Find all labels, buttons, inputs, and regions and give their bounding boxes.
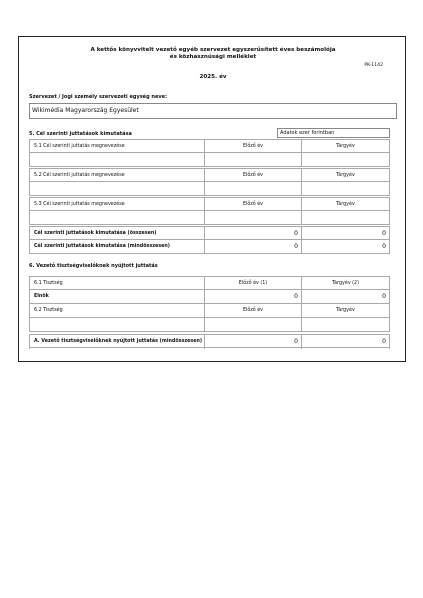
block-5-2-values <box>29 182 390 196</box>
section5-total-label: Cél szerinti juttatások kimutatása (összesen) <box>29 227 205 241</box>
block-5-3-prev-header: Előző év <box>205 198 302 212</box>
block-5-3-header <box>29 197 390 211</box>
block-5-2-prev-input[interactable] <box>205 182 302 196</box>
s6-elnok-label: Elnök <box>29 290 205 304</box>
section5-grand-label: Cél szerinti juttatások kimutatása (mindösszesen) <box>29 240 205 254</box>
block-5-1-header <box>29 139 390 153</box>
section5-grand-curr: 0 <box>302 240 390 254</box>
s6-r2-header <box>29 304 390 318</box>
s6-elnok-prev[interactable]: 0 <box>205 290 302 304</box>
form-title-line2: és közhasznúsági melléklet <box>169 54 257 60</box>
s6-r2-curr-header: Tárgyév <box>302 304 390 318</box>
s6-r2-label: 6.2 Tisztség <box>29 304 205 318</box>
form-code: PK-1142 <box>364 63 383 68</box>
s6-elnok-row <box>29 290 390 304</box>
block-5-3-values <box>29 211 390 225</box>
block-5-1-prev-input[interactable] <box>205 153 302 167</box>
s6-total-curr: 0 <box>302 335 390 349</box>
block-5-2-label: 5.2 Cél szerinti juttatás megnevezése <box>29 169 205 183</box>
block-5-1-values <box>29 153 390 167</box>
org-name-field[interactable] <box>29 103 397 119</box>
org-name: Wikimédia Magyarország Egyesület <box>32 107 139 114</box>
currency-note: Adatok ezer forintban <box>280 130 335 136</box>
block-5-2-curr-header: Tárgyév <box>302 169 390 183</box>
block-5-1-prev-header: Előző év <box>205 140 302 154</box>
currency-note-box <box>277 128 390 138</box>
form-title-line1: A kettős könyvvitelt vezető egyéb szervezet egyszerűsített éves beszámolója <box>90 47 336 53</box>
block-5-3-curr-input[interactable] <box>302 211 390 225</box>
s6-r2-values <box>29 318 390 332</box>
s6-r1-header <box>29 276 390 290</box>
block-5-3-curr-header: Tárgyév <box>302 198 390 212</box>
block-5-1-curr-header: Tárgyév <box>302 140 390 154</box>
block-5-3-name-input[interactable] <box>29 211 205 225</box>
block-5-3-prev-input[interactable] <box>205 211 302 225</box>
section6-title: 6. Vezető tisztségviselőknek nyújtott juttatás <box>29 263 158 269</box>
s6-r2-curr-input[interactable] <box>302 318 390 332</box>
section5-total-prev: 0 <box>205 227 302 241</box>
s6-total-label: A. Vezető tisztségviselőknek nyújtott juttatás (mindösszesen) <box>29 335 205 349</box>
section5-total-row <box>29 226 390 240</box>
s6-total-row <box>29 334 390 348</box>
block-5-2-prev-header: Előző év <box>205 169 302 183</box>
form-frame <box>18 36 406 362</box>
s6-elnok-curr[interactable]: 0 <box>302 290 390 304</box>
block-5-1-label: 5.1 Cél szerinti juttatás megnevezése <box>29 140 205 154</box>
s6-r1-label: 6.1 Tisztség <box>29 277 205 291</box>
form-year: 2025. év <box>199 74 227 80</box>
block-5-2-header <box>29 168 390 182</box>
s6-r2-prev-header: Előző év <box>205 304 302 318</box>
block-5-2-curr-input[interactable] <box>302 182 390 196</box>
block-5-2-name-input[interactable] <box>29 182 205 196</box>
s6-r2-prev-input[interactable] <box>205 318 302 332</box>
section5-grand-prev: 0 <box>205 240 302 254</box>
s6-r1-prev-header: Előző év (1) <box>205 277 302 291</box>
s6-total-prev: 0 <box>205 335 302 349</box>
block-5-1-name-input[interactable] <box>29 153 205 167</box>
section5-title: 5. Cél szerinti juttatások kimutatása <box>29 131 132 137</box>
block-5-3-label: 5.3 Cél szerinti juttatás megnevezése <box>29 198 205 212</box>
section5-grand-row <box>29 240 390 254</box>
section5-total-curr: 0 <box>302 227 390 241</box>
org-label: Szervezet / Jogi személy szervezeti egység neve: <box>29 94 167 100</box>
s6-r1-curr-header: Tárgyév (2) <box>302 277 390 291</box>
block-5-1-curr-input[interactable] <box>302 153 390 167</box>
s6-r2-name-input[interactable] <box>29 318 205 332</box>
